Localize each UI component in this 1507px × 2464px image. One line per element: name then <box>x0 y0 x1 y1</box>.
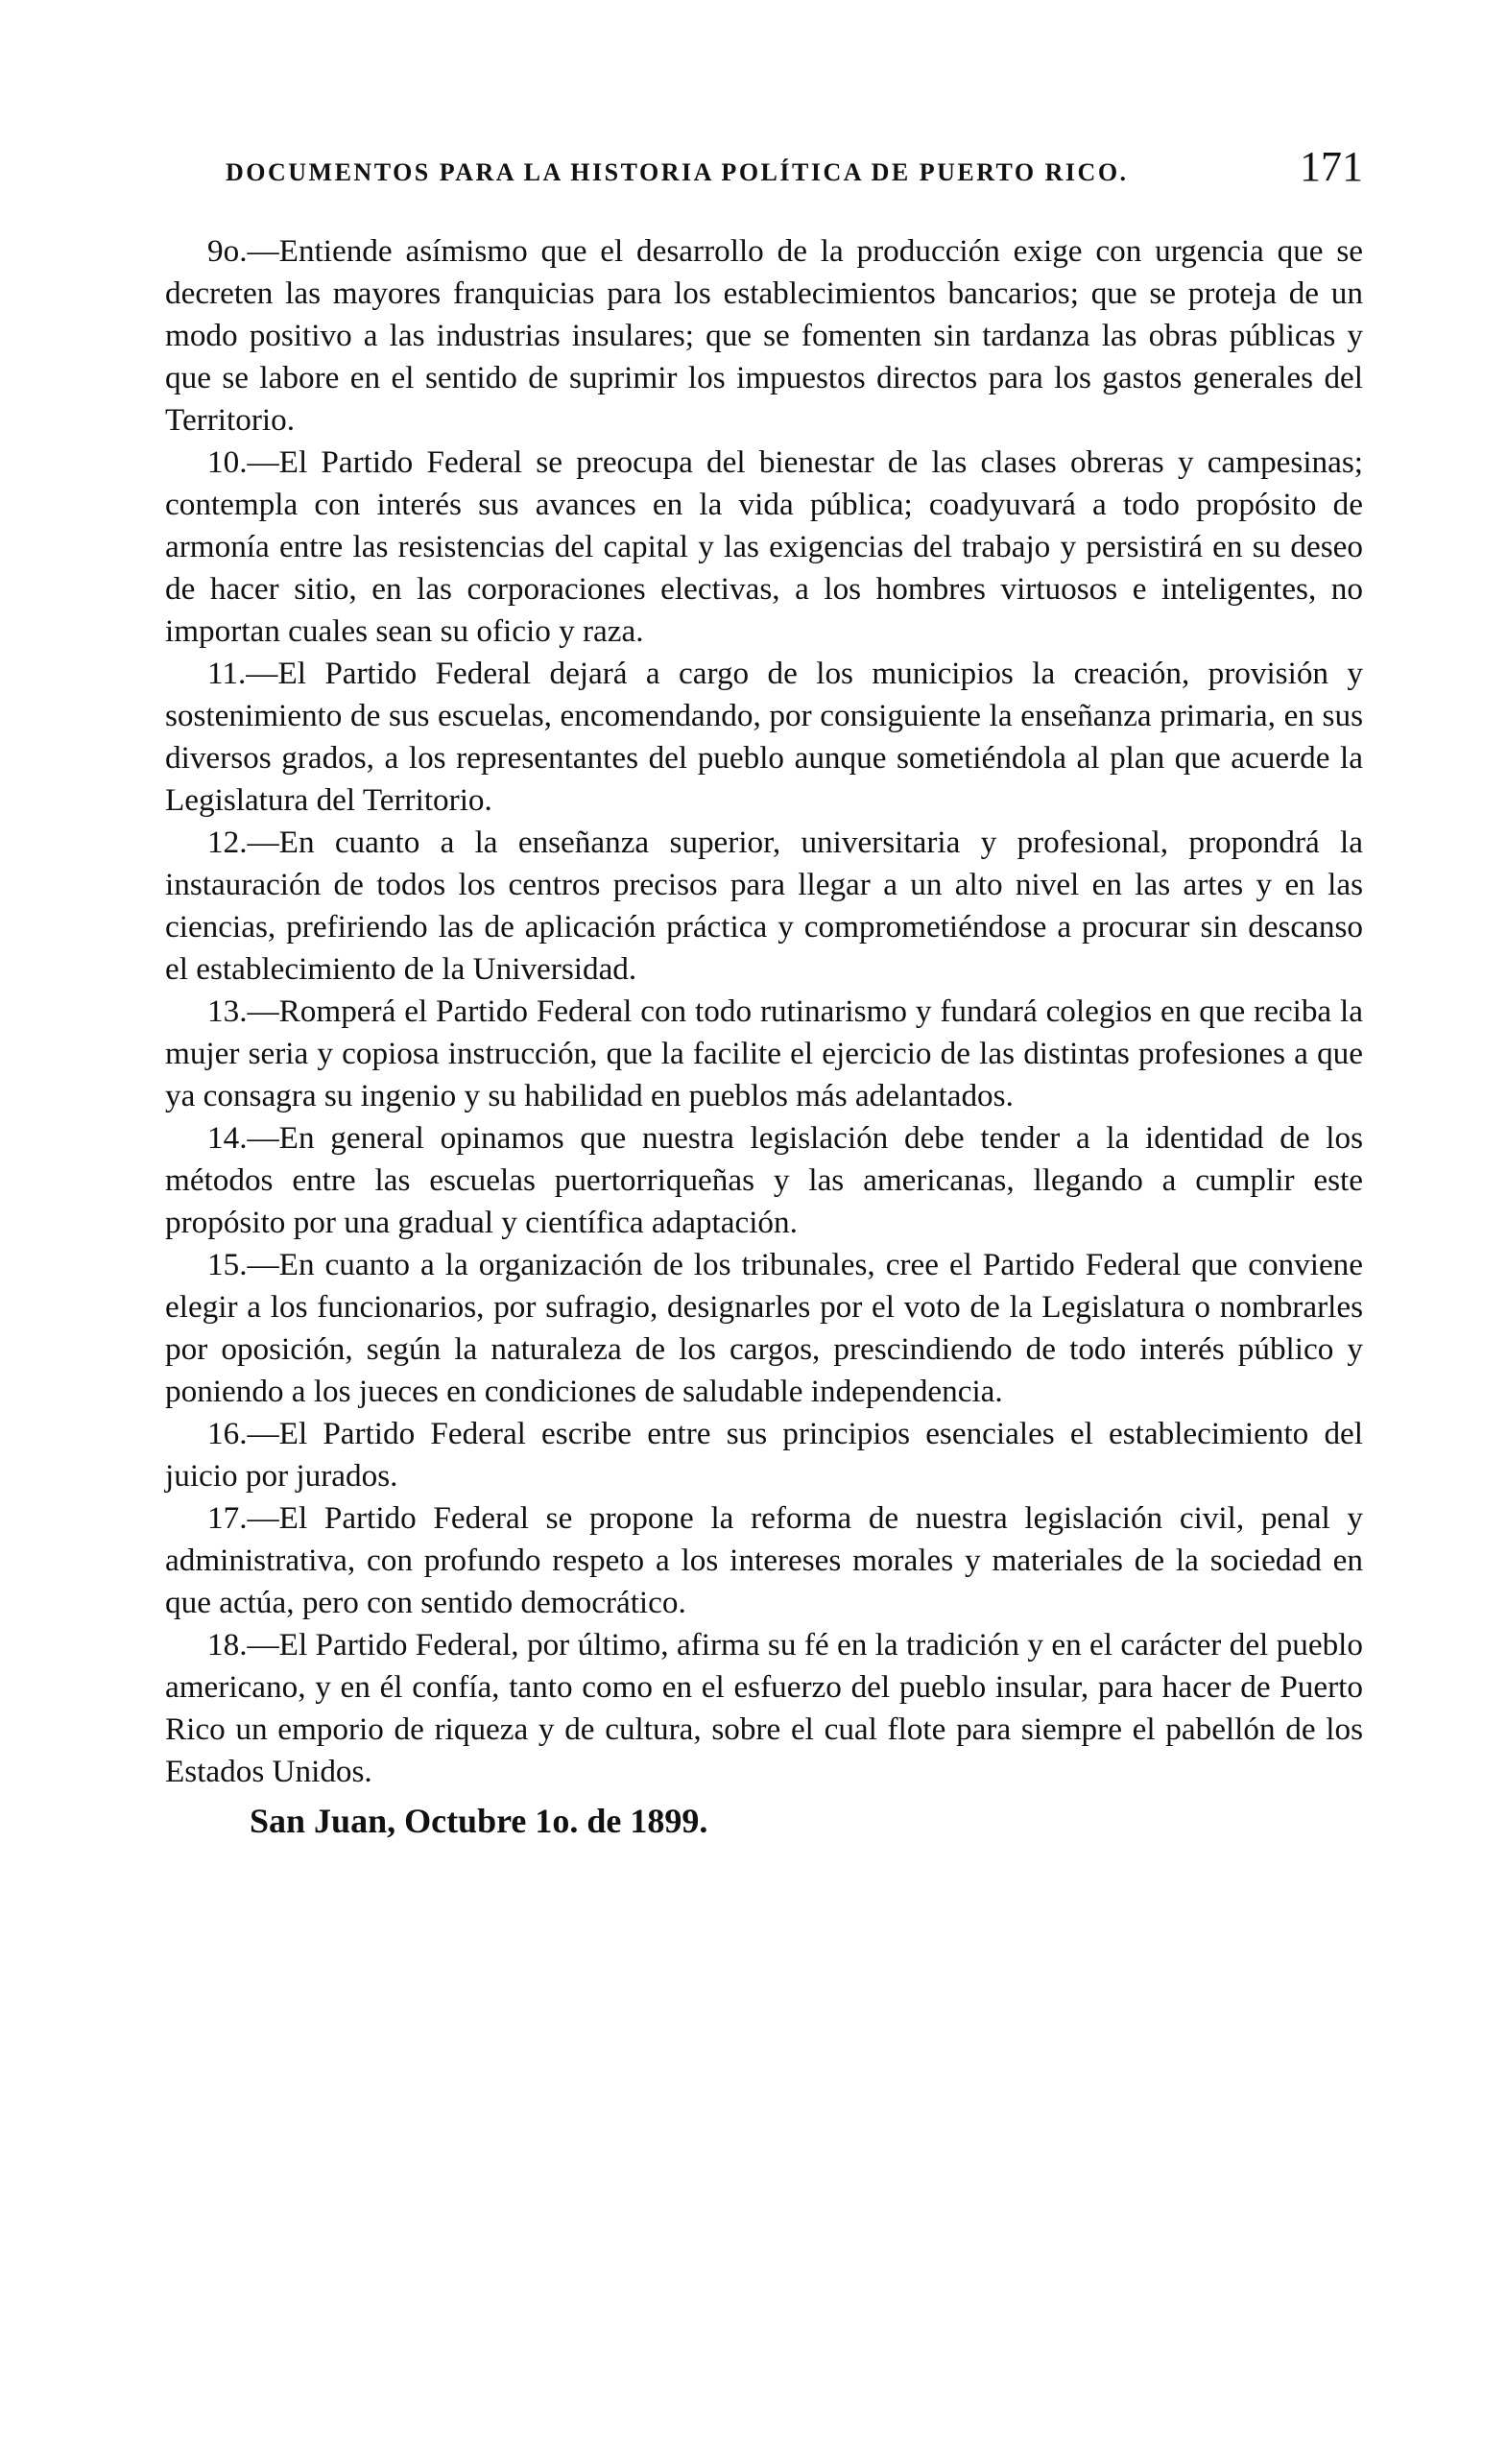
paragraph-13: 13.—Romperá el Partido Federal con todo rutinarismo y fundará colegios en que reciba la mujer seria y copiosa instrucción, que la facilite el ejercicio de las distintas profesiones a que ya consagra su ingenio y su habilidad en pueblos más adelantados. <box>165 993 1363 1113</box>
paragraph-10: 10.—El Partido Federal se preocupa del bienestar de las clases obreras y campesinas; contempla con interés sus avances en la vida pública; coadyuvará a todo propósito de armonía entre las resistencias del capital y las exigencias del trabajo y persistirá en su deseo de hacer sitio, en las corporaciones electivas, a los hombres virtuosos e inteligentes, no importan cuales sean su oficio y raza. <box>165 444 1363 649</box>
paragraph-12: 12.—En cuanto a la enseñanza superior, universitaria y profesional, propondrá la instauración de todos los centros precisos para llegar a un alto nivel en las artes y en las ciencias, prefiriendo las de aplicación práctica y comprometiéndose a procurar sin descanso el establecimiento de la Universidad. <box>165 825 1363 987</box>
paragraph-16: 16.—El Partido Federal escribe entre sus principios esenciales el establecimiento del juicio por jurados. <box>165 1416 1363 1494</box>
paragraph-14: 14.—En general opinamos que nuestra legislación debe tender a la identidad de los métodos entre las escuelas puertorriqueñas y las americanas, llegando a cumplir este propósito por una gradual y científica adaptación. <box>165 1120 1363 1240</box>
paragraph-15: 15.—En cuanto a la organización de los tribunales, cree el Partido Federal que conviene elegir a los funcionarios, por sufragio, designarles por el voto de la Legislatura o nombrarles por oposición, según la naturaleza de los cargos, prescindiendo de todo interés público y poniendo a los jueces en condiciones de saludable independencia. <box>165 1247 1363 1409</box>
page-number: 171 <box>1300 143 1363 190</box>
date-signature: San Juan, Octubre 1o. de 1899. <box>250 1802 708 1840</box>
paragraph-18: 18.—El Partido Federal, por último, afirma su fé en la tradición y en el carácter del pueblo americano, y en él confía, tanto como en el esfuerzo del pueblo insular, para hacer de Puerto Rico un emporio de riqueza y de cultura, sobre el cual flote para siempre el pabellón de los Estados Unidos. <box>165 1627 1363 1789</box>
document-body <box>165 230 1363 1845</box>
paragraph-11: 11.—El Partido Federal dejará a cargo de los municipios la creación, provisión y sostenimiento de sus escuelas, encomendando, por consiguiente la enseñanza primaria, en sus diversos grados, a los representantes del pueblo aunque sometiéndola al plan que acuerde la Legislatura del Territorio. <box>165 656 1363 818</box>
paragraph-17: 17.—El Partido Federal se propone la reforma de nuestra legislación civil, penal y administrativa, con profundo respeto a los intereses morales y materiales de la sociedad en que actúa, pero con sentido democrático. <box>165 1500 1363 1620</box>
running-header-title: DOCUMENTOS PARA LA HISTORIA POLÍTICA DE PUERTO RICO. <box>226 158 1129 186</box>
paragraph-9: 9o.—Entiende asímismo que el desarrollo de la producción exige con urgencia que se decreten las mayores franquicias para los establecimientos bancarios; que se proteja de un modo positivo a las industrias insulares; que se fomenten sin tardanza las obras públicas y que se labore en el sentido de suprimir los impuestos directos para los gastos generales del Territorio. <box>165 233 1363 438</box>
page-header <box>226 142 1363 200</box>
